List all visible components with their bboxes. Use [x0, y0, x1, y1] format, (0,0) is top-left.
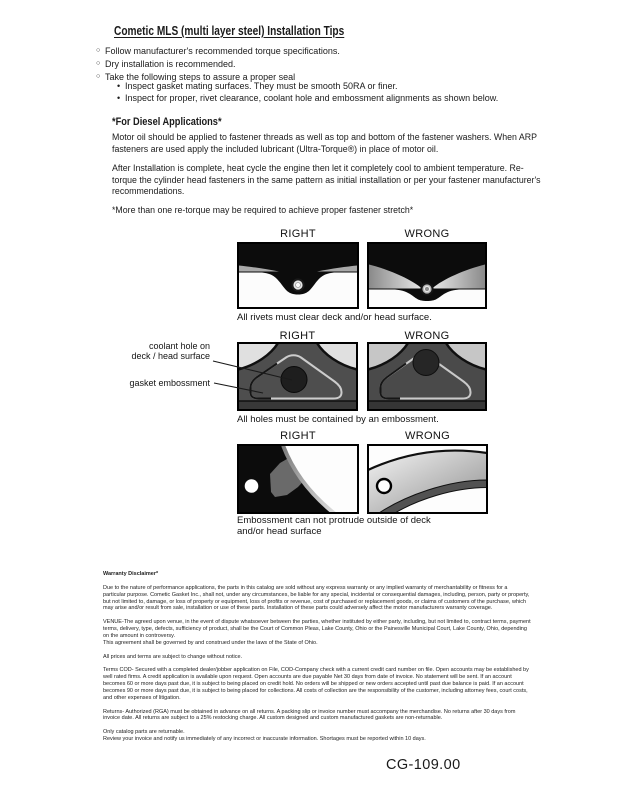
bolt-hole-icon [377, 479, 391, 493]
review-invoice-line: Review your invoice and notify us immediately of any incorrect or inaccurate information. Shortages must be reported within 10 days. [103, 736, 426, 743]
list-item-text: Dry installation is recommended. [105, 58, 236, 69]
row2-caption: All holes must be contained by an embossment. [237, 414, 439, 425]
disclaimer-heading: Warranty Disclaimer* [103, 571, 159, 577]
list-item-text: Inspect for proper, rivet clearance, coolant hole and embossment alignments as shown below. [125, 92, 499, 103]
rivet-clearance-wrong-diagram [367, 242, 487, 309]
retorque-note: *More than one re-torque may be required to achieve proper fastener stretch* [112, 205, 414, 215]
diesel-paragraph-1: Motor oil should be applied to fastener threads as well as top and bottom of the fastener washers. When ARP fasteners are used apply the included lubricant (Ultra-Torque®) in place of motor oil. [112, 132, 537, 154]
rivet-clearance-right-diagram [237, 242, 359, 309]
only-catalog-line: Only catalog parts are returnable. [103, 729, 185, 736]
row1-right-label: RIGHT [280, 228, 316, 240]
catalog-page-code: CG-109.00 [386, 757, 461, 773]
coolant-hole-label-line1: coolant hole on [148, 341, 210, 351]
returns-paragraph: Returns- Authorized (RGA) must be obtained in advance on all returns. A packing slip or invoice number must accompany the merchandise. No returns after 30 days from invoice date. All returns are subject to a 25% restocking charge. All custom designed and custom manufactured gaskets are non-returnable. [103, 708, 516, 722]
list-item-text: Follow manufacturer's recommended torque specifications. [105, 46, 340, 56]
list-item [117, 93, 537, 105]
gasket-embossment-label: gasket embossment [129, 378, 210, 388]
embossment-containment-wrong-diagram [367, 342, 487, 411]
leader-lines [211, 357, 296, 397]
row2-wrong-label: WRONG [404, 330, 450, 342]
embossment-protrusion-wrong-diagram [367, 444, 488, 514]
solid-bullet-icon: • [117, 81, 121, 91]
bolt-hole-icon [245, 479, 259, 493]
governing-law-line: This agreement shall be governed by and construed under the laws of the State of Ohio. [103, 639, 318, 646]
row2-right-label: RIGHT [279, 330, 316, 342]
page-title-text: Cometic MLS (multi layer steel) Installation Tips [114, 23, 345, 38]
row3-right-label: RIGHT [280, 430, 316, 442]
coolant-hole-label [110, 341, 210, 361]
open-bullet-icon: ○ [96, 47, 101, 54]
diesel-heading [112, 116, 242, 128]
solid-bullet-icon: • [117, 92, 121, 103]
diesel-paragraph-2: After Installation is complete, heat cycle the engine then let it completely cool to ambient temperature. Re-torque the cylinder head fasteners in the same pattern as initial installation or per your fastener manufacturer's recommendations. [112, 163, 541, 197]
warranty-disclaimer [103, 571, 531, 743]
disclaimer-paragraph: Due to the nature of performance applications, the parts in this catalog are sold without any express warranty or any implied warranty of merchantability or fitness for a particular purpose. Cometic Gasket Inc., shall not, under any circumstances, be liable for any special, incidental or consequential damages, including, person, party or property, but not limited to, damage, or loss of property or equipment, loss of profits or revenue, cost of purchased or replacement goods, or claims of customers of the purchase, which may arise and/or result from sale, installation or use of these parts. Installation of these parts could adversely affect the motor manufacturers warranty coverage. [103, 584, 530, 612]
open-bullet-icon: ○ [96, 59, 101, 67]
row1-wrong-label: WRONG [404, 228, 450, 240]
prices-line: All prices and terms are subject to change without notice. [103, 653, 243, 660]
list-item [117, 81, 537, 93]
row3-wrong-label: WRONG [405, 430, 450, 442]
install-tips-list [96, 45, 541, 84]
list-item-text: Take the following steps to assure a proper seal [105, 71, 296, 82]
list-item-text: Inspect gasket mating surfaces. They must be smooth 50RA or finer. [125, 81, 398, 91]
terms-paragraph: Terms COD- Secured with a completed dealer/jobber application on File, COD-Company check with a current credit card number on file. Open accounts may be established by well rated firms. A credit application is available upon request. Open accounts are due payable Net 30 days from date of invoice. No statement will be sent. If an account becomes 60 or more days past due, it is subject to being placed on credit hold. No orders will be shipped or new orders accepted until past due balance is paid. If an account becomes 90 or more days past due, it is subject to being placed for collections. All costs of collection are the responsibility of the customer, including attorney fees, court costs, and other expenses of litigation. [103, 667, 529, 701]
open-bullet-icon: ○ [96, 72, 101, 80]
row3-caption: Embossment can not protrude outside of deck and/or head surface [237, 515, 431, 537]
list-item [96, 58, 541, 71]
list-item [96, 45, 541, 58]
coolant-hole-icon [413, 350, 439, 376]
page-title [114, 23, 409, 38]
row1-caption: All rivets must clear deck and/or head surface. [237, 312, 432, 323]
coolant-hole-label-line2: deck / head surface [131, 351, 210, 361]
diesel-heading-text: *For Diesel Applications* [112, 116, 222, 128]
embossment-protrusion-right-diagram [237, 444, 359, 514]
install-tips-sublist [117, 81, 537, 105]
venue-paragraph: VENUE-The agreed upon venue, in the event of dispute whatsoever between the parties, whether instituted by either party, including, but not limited to, contract terms, payment terms, delivery, type, defects, sufficiency of product, shall be the Court of Common Pleas, Lake County, Ohio or the Painesville Municipal Court, Lake County, Ohio, depending on the amount in controversy. [103, 619, 531, 639]
